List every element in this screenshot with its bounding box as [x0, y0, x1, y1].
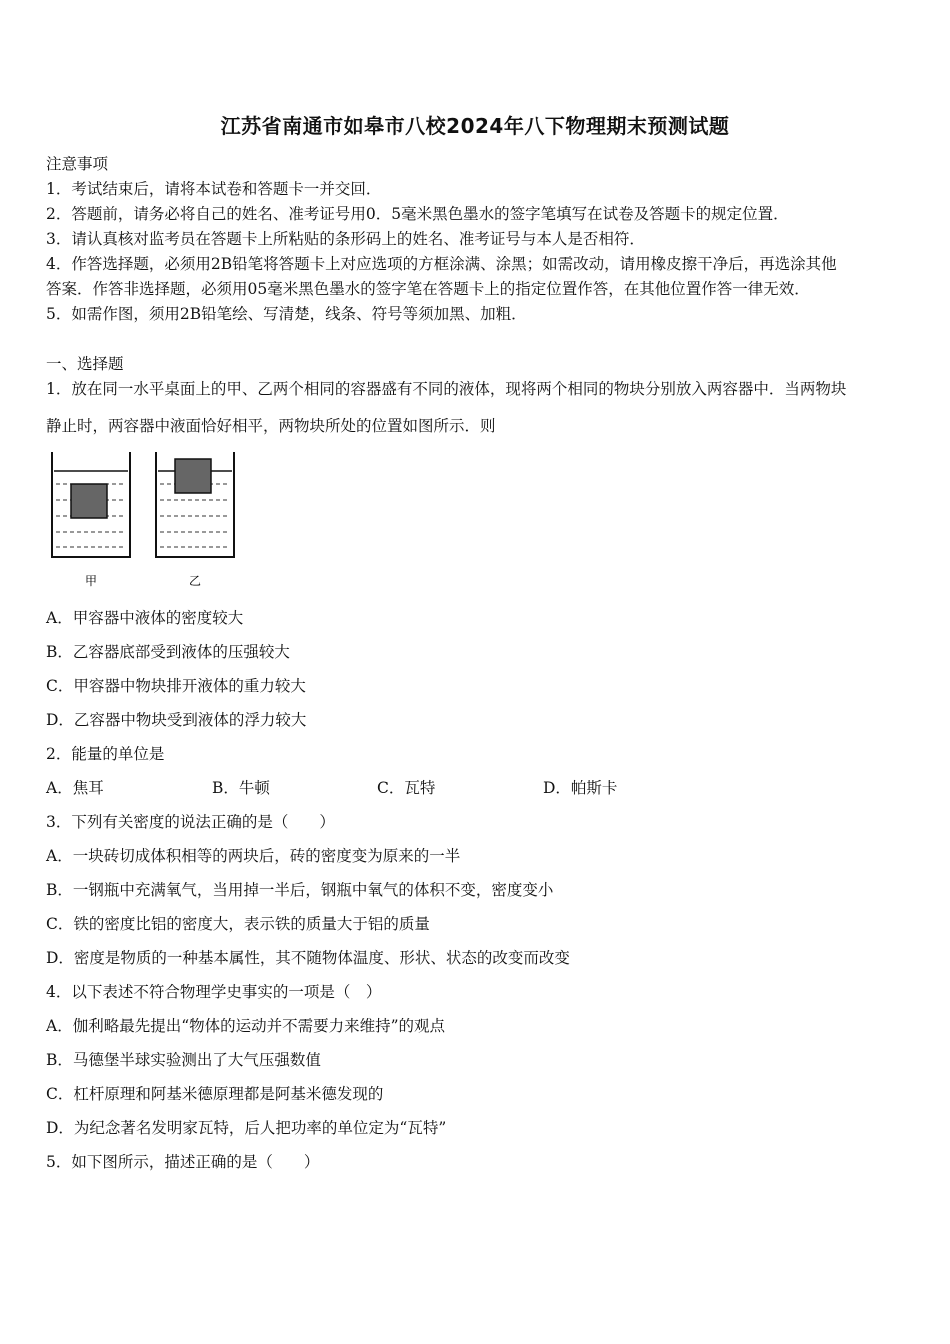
q4-stem: 4．以下表述不符合物理学史事实的一项是（ ）	[46, 983, 382, 1001]
q4-option-a: A．伽利略最先提出“物体的运动并不需要力来维持”的观点	[46, 1017, 446, 1035]
q1-option-a: A．甲容器中液体的密度较大	[46, 609, 244, 627]
notice-heading: 注意事项	[46, 155, 109, 173]
q2-option-d: D．帕斯卡	[543, 779, 618, 797]
q2-option-b: B．牛顿	[212, 779, 270, 797]
q1-option-b: B．乙容器底部受到液体的压强较大	[46, 643, 290, 661]
q1-stem-line1: 1．放在同一水平桌面上的甲、乙两个相同的容器盛有不同的液体，现将两个相同的物块分别放入两容器中．当两物块	[46, 380, 847, 398]
q3-option-a: A．一块砖切成体积相等的两块后，砖的密度变为原来的一半	[46, 847, 461, 865]
notice-item-4: 4．作答选择题，必须用2B铅笔将答题卡上对应选项的方框涂满、涂黑；如需改动，请用橡皮擦干净后，再选涂其他	[46, 255, 837, 273]
q4-option-b: B．马德堡半球实验测出了大气压强数值	[46, 1051, 321, 1069]
q5-stem: 5．如下图所示，描述正确的是（ ）	[46, 1153, 320, 1171]
q3-option-c: C．铁的密度比铝的密度大，表示铁的质量大于铝的质量	[46, 915, 430, 933]
q2-stem: 2．能量的单位是	[46, 745, 165, 763]
q1-option-d: D．乙容器中物块受到液体的浮力较大	[46, 711, 307, 729]
notice-item-5: 5．如需作图，须用2B铅笔绘、写清楚，线条、符号等须加黑、加粗．	[46, 305, 527, 323]
label-yi: 乙	[188, 574, 202, 588]
container-yi	[156, 452, 234, 557]
label-jia: 甲	[84, 574, 98, 588]
section-heading: 一、选择题	[46, 355, 124, 373]
q3-stem: 3．下列有关密度的说法正确的是（ ）	[46, 813, 335, 831]
q2-option-a: A．焦耳	[46, 779, 104, 797]
q4-option-d: D．为纪念著名发明家瓦特，后人把功率的单位定为“瓦特”	[46, 1119, 447, 1137]
notice-item-1: 1．考试结束后，请将本试卷和答题卡一并交回．	[46, 180, 382, 198]
q1-option-c: C．甲容器中物块排开液体的重力较大	[46, 677, 306, 695]
container-jia	[52, 452, 130, 557]
block-jia	[71, 484, 107, 518]
q4-option-c: C．杠杆原理和阿基米德原理都是阿基米德发现的	[46, 1085, 384, 1103]
q2-option-c: C．瓦特	[377, 779, 436, 797]
q1-figure	[46, 447, 246, 597]
q3-option-b: B．一钢瓶中充满氧气，当用掉一半后，钢瓶中氧气的体积不变，密度变小	[46, 881, 554, 899]
notice-item-4-cont: 答案．作答非选择题，必须用05毫米黑色墨水的签字笔在答题卡上的指定位置作答，在其他位置作答一律无效．	[46, 280, 810, 298]
q1-stem-line2: 静止时，两容器中液面恰好相平，两物块所处的位置如图所示．则	[46, 417, 496, 435]
notice-item-2: 2．答题前，请务必将自己的姓名、准考证号用0．5毫米黑色墨水的签字笔填写在试卷及答题卡的规定位置．	[46, 205, 789, 223]
q3-option-d: D．密度是物质的一种基本属性，其不随物体温度、形状、状态的改变而改变	[46, 949, 570, 967]
page-title: 江苏省南通市如皋市八校2024年八下物理期末预测试题	[220, 114, 730, 138]
notice-item-3: 3．请认真核对监考员在答题卡上所粘贴的条形码上的姓名、准考证号与本人是否相符．	[46, 230, 645, 248]
block-yi	[175, 459, 211, 493]
